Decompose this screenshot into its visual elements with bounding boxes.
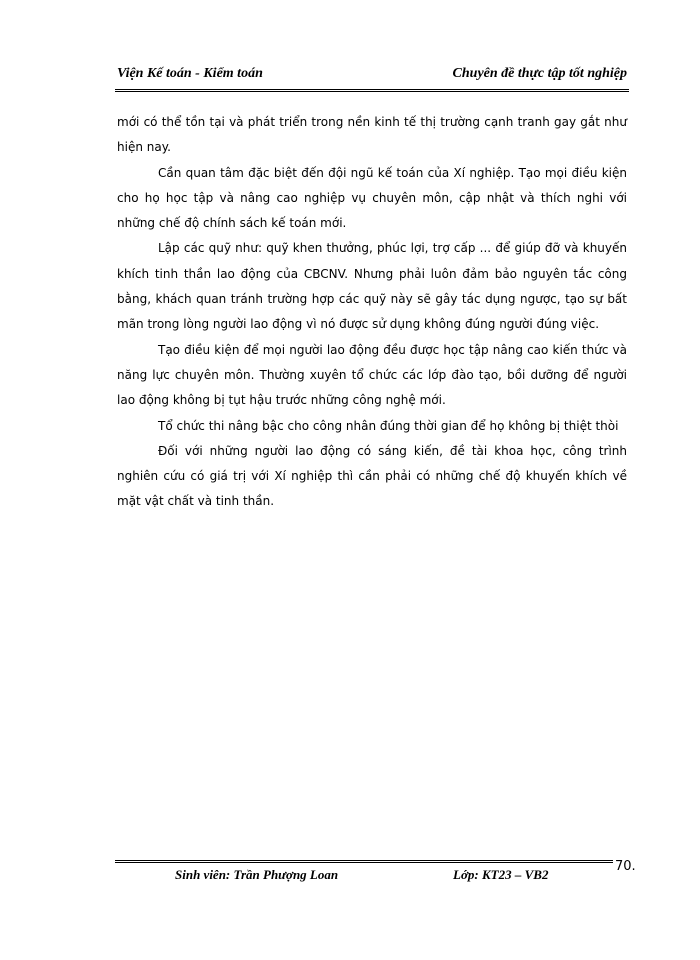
header-report-title: Chuyên đề thực tập tốt nghiệp	[452, 66, 627, 81]
paragraph-accounting-staff: Cần quan tâm đặc biệt đến đội ngũ kế toán của Xí nghiệp. Tạo mọi điều kiện cho họ học tập và nâng cao nghiệp vụ chuyên môn, cập nhật và thích nghi với những chế độ chính sách kế toán mới.	[117, 165, 627, 231]
paragraph-funds: Lập các quỹ như: quỹ khen thưởng, phúc lợi, trợ cấp ... để giúp đỡ và khuyến khích tinh thần lao động của CBCNV. Nhưng phải luôn đảm bảo nguyên tắc công bằng, khách quan tránh trường hợp các quỹ này sẽ gây tác dụng ngược, tạo sự bất mãn trong lòng người lao động vì nó được sử dụng không đúng người đúng việc.	[117, 241, 627, 332]
header-institute: Viện Kế toán - Kiểm toán	[117, 66, 263, 81]
paragraph-continuation: mới có thể tồn tại và phát triển trong nền kinh tế thị trường cạnh tranh gay gắt như hiện nay.	[117, 115, 627, 155]
footer-divider	[115, 860, 613, 863]
page-header	[115, 58, 629, 94]
footer-class: Lớp: KT23 – VB2	[453, 867, 549, 882]
body-text	[117, 110, 627, 515]
paragraph-training: Tạo điều kiện để mọi người lao động đều được học tập nâng cao kiến thức và năng lực chuyên môn. Thường xuyên tổ chức các lớp đào tạo, bồi dưỡng để người lao động không bị tụt hậu trước những công nghệ mới.	[117, 342, 627, 408]
header-divider	[115, 89, 629, 92]
footer-student-name: Sinh viên: Trần Phượng Loan	[175, 867, 339, 882]
page-number: 70.	[615, 859, 636, 874]
paragraph-promotion-exam: Tổ chức thi nâng bậc cho công nhân đúng thời gian để họ không bị thiệt thòi	[158, 418, 619, 433]
paragraph-innovation-rewards: Đối với những người lao động có sáng kiến, đề tài khoa học, công trình nghiên cứu có giá trị với Xí nghiệp thì cần phải có những chế độ khuyến khích về mặt vật chất và tinh thần.	[117, 443, 627, 509]
